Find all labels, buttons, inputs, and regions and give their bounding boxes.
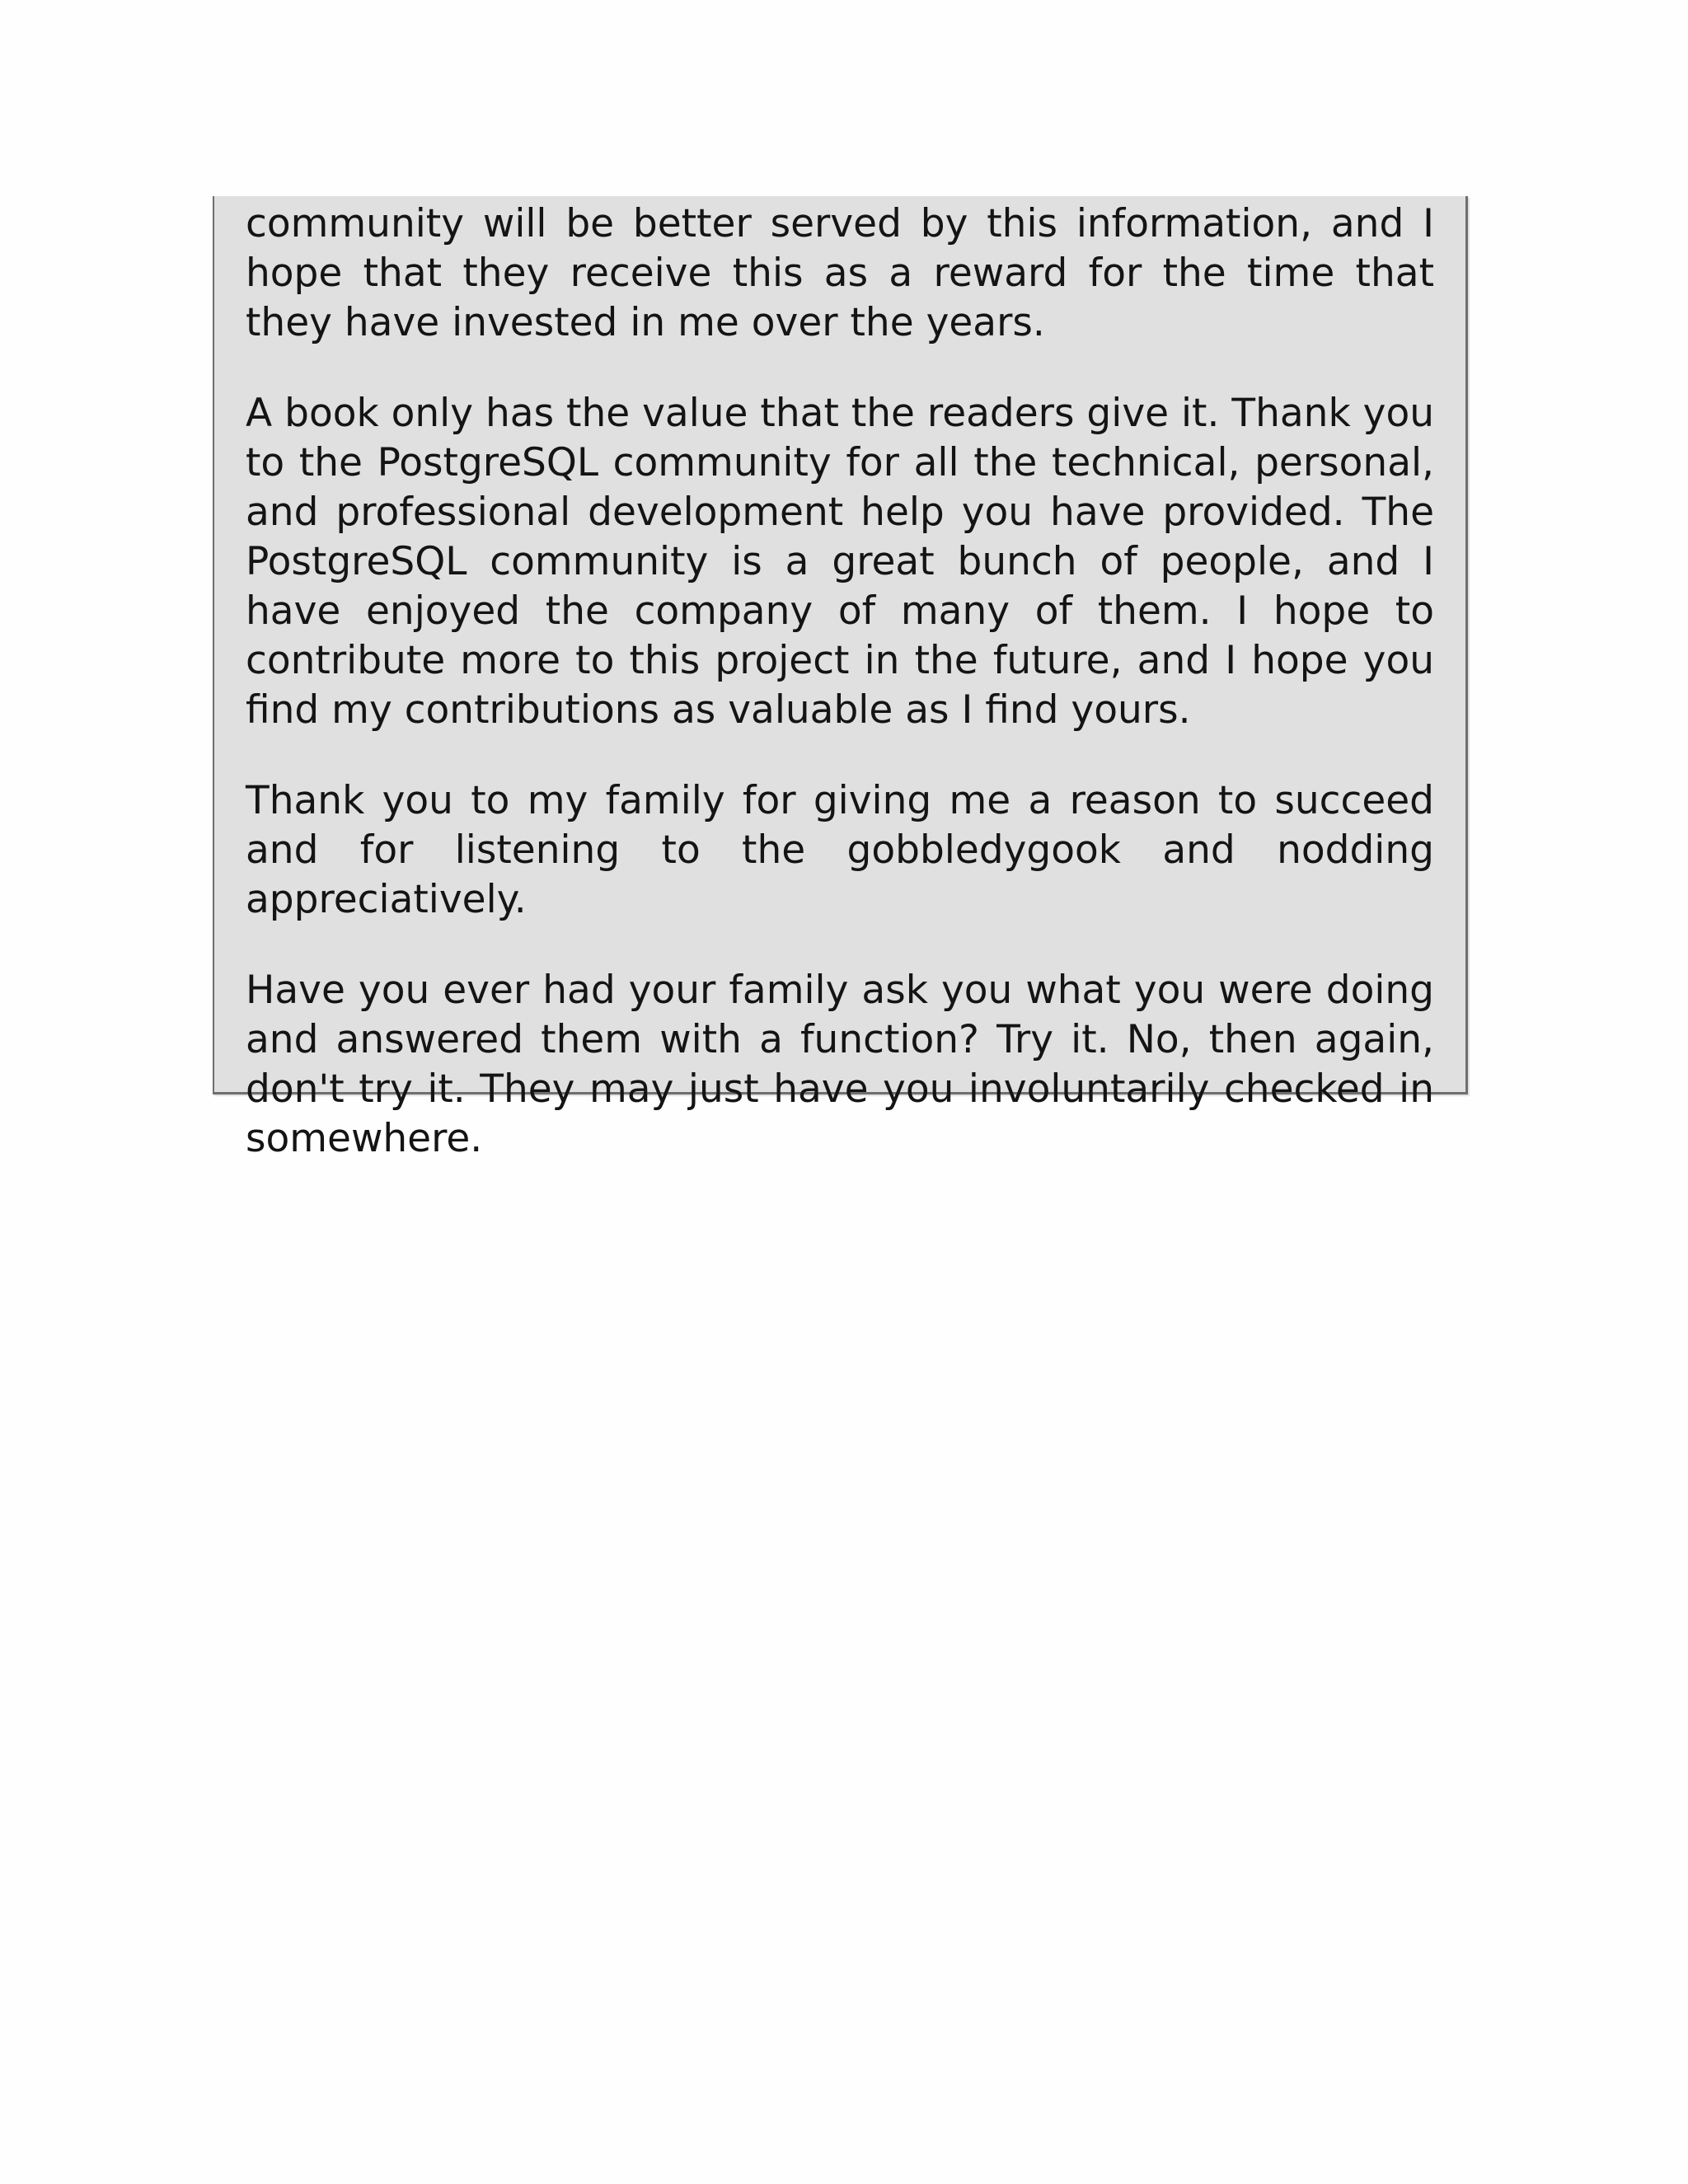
paragraph-function-joke: Have you ever had your family ask you what you were doing and answered them with a function? Try it. No, then again, don't try it. They may just have you involuntarily checked in somewhere. [246,968,1434,1161]
paragraph-book-value: A book only has the value that the readers give it. Thank you to the PostgreSQL community for all the technical, personal, and professional development help you have provided. The PostgreSQL community is a great bunch of people, and I have enjoyed the company of many of them. I hope to contribute more to this project in the future, and I hope you find my contributions as valuable as I find yours. [246,391,1434,733]
paragraph-community-continued: community will be better served by this information, and I hope that they receive this as a reward for the time that they have invested in me over the years. [246,201,1434,345]
paragraph-family-thanks: Thank you to my family for giving me a reason to succeed and for listening to the gobbledygook and nodding appreciatively. [246,778,1434,922]
acknowledgements-box [213,196,1468,1161]
